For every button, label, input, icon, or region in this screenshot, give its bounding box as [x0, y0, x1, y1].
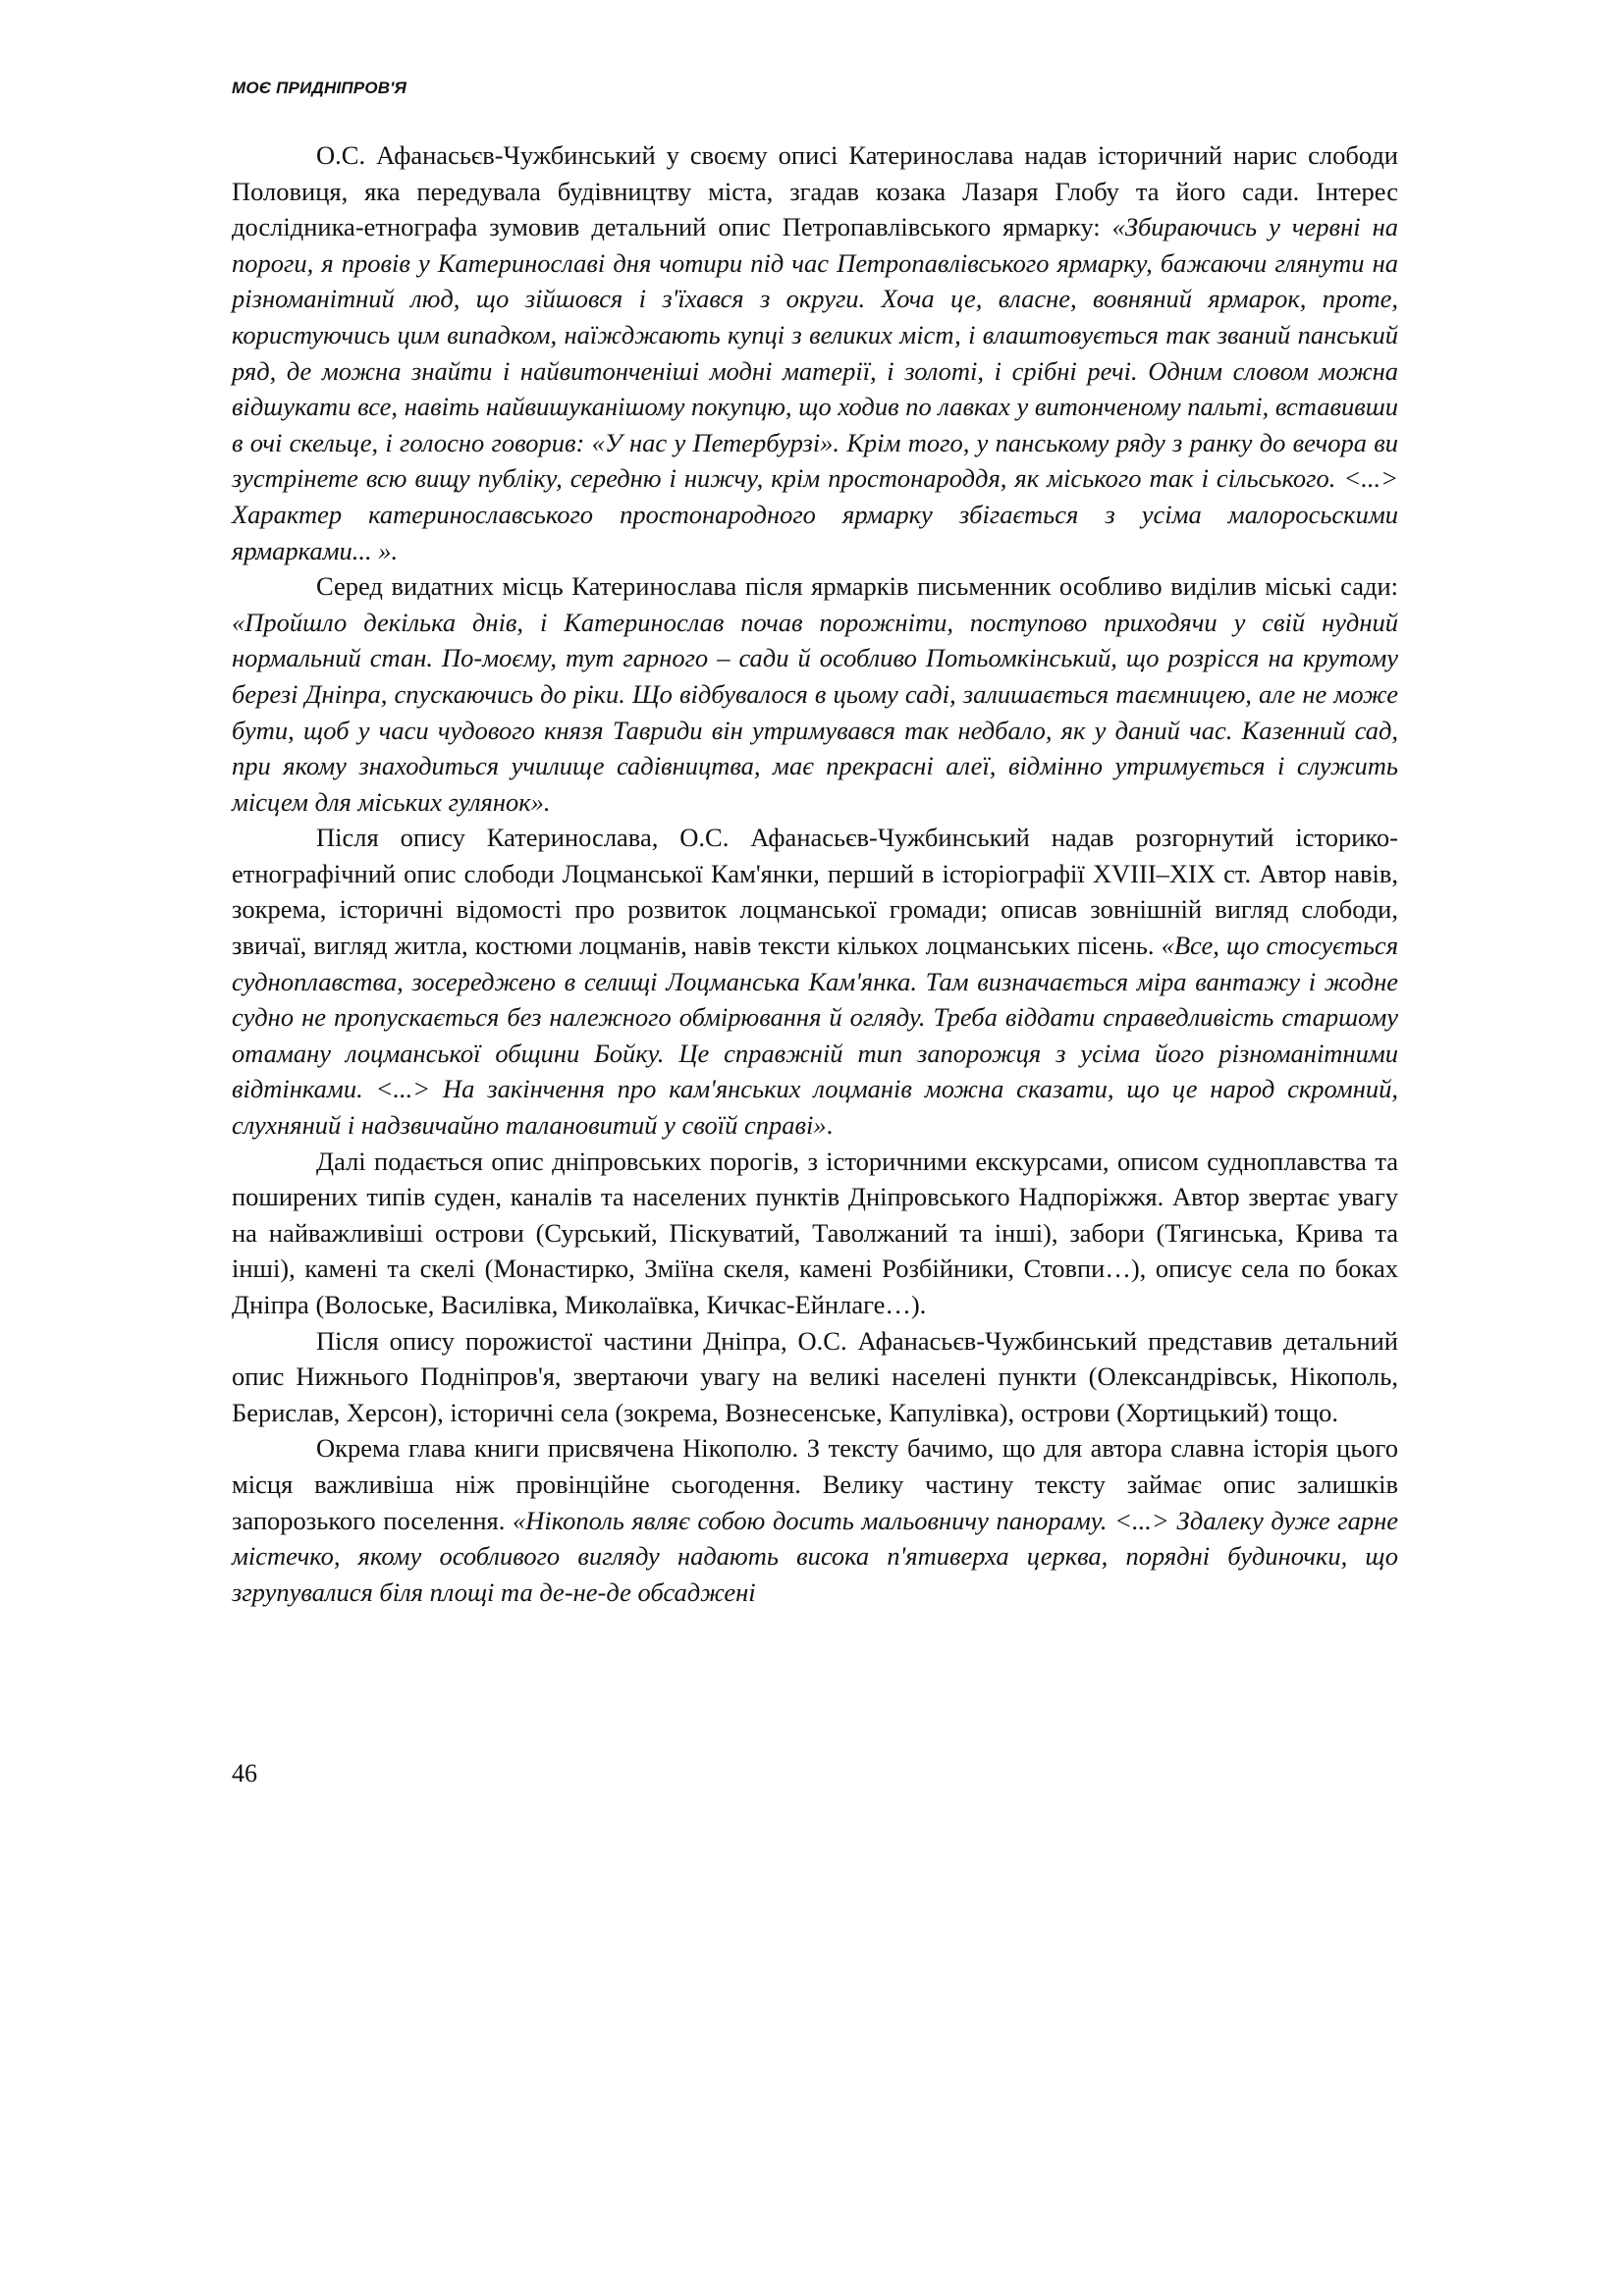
text-run: Після опису порожистої частини Дніпра, О.С. Афанасьєв-Чужбинський представив детальний опис Нижнього Подніпров'я, звертаючи увагу на великі населені пункти (Олександрівськ, Нікополь, Берислав, Херсон), історичні села (зокрема, Вознесенське, Капулівка), острови (Хортицький) тощо. [232, 1325, 1398, 1427]
body-text [232, 137, 1398, 1610]
paragraph-nikopol [232, 1430, 1398, 1610]
quote-run: «Збираючись у червні на пороги, я провів у Катеринославі дня чотири під час Петропавлівського ярмарку, бажаючи глянути на різноманітний люд, що зійшовся і з'їхався з округи. Хоча це, власне, вовняний ярмарок, проте, користуючись цим випадком, наїжджають купці з великих міст, і влаштовується так званий панський ряд, де можна знайти і найвитонченіші модні матерії, і золоті, і срібні речі. Одним словом можна відшукати все, навіть найвишуканішому покупцю, що ходив по лавках у витонченому пальті, вставивши в очі скельце, і голосно говорив: «У нас у Петербурзі». Крім того, у панському ряду з ранку до вечора ви зустрінете всю вищу публіку, середню і нижчу, крім простонароддя, як міського так і сільського. <...> Характер катеринославського простонародного ярмарку збігається з усіма малоросьскими ярмарками... ». [232, 212, 1398, 565]
quote-run: «Все, що стосується судноплавства, зосереджено в селищі Лоцманська Кам'янка. Там визначається міра вантажу і жодне судно не пропускається без належного обмірювання й огляду. Треба віддати справедливість старшому отаману лоцманської общини Бойку. Це справжній тип запорожця з усіма його різноманітними відтінками. <...> На закінчення про кам'янських лоцманів можна сказати, що це народ скромний, слухняний і надзвичайно талановитий у своїй справі» [232, 931, 1399, 1141]
text-run: Далі подається опис дніпровських порогів, з історичними екскурсами, описом судноплавства та поширених типів суден, каналів та населених пунктів Дніпровського Надпоріжжя. Автор звертає увагу на найважливіші острови (Сурський, Піскуватий, Таволжаний та інші), забори (Тягинська, Крива та інші), камені та скелі (Монастирко, Зміїна скеля, камені Розбійники, Стовпи…), описує села по боках Дніпра (Волоське, Василівка, Миколаївка, Кичкас-Ейнлаге…). [232, 1146, 1398, 1319]
text-run: . [826, 1110, 834, 1141]
paragraph-lotsmanska-kamianka [232, 820, 1398, 1143]
paragraph-dnipro-rapids [232, 1144, 1398, 1323]
running-head: МОЄ ПРИДНІПРОВ'Я [232, 79, 407, 97]
page-number: 46 [232, 1759, 257, 1788]
text-run: Окрема глава книги присвячена Нікополю. З тексту бачимо, що для автора славна історія цього місця важливіша ніж провінційне сьогодення. Велику частину тексту займає опис залишків запорозького поселення. [232, 1433, 1398, 1535]
paragraph-city-gardens [232, 568, 1398, 820]
paragraph-lower-dnipro [232, 1323, 1398, 1431]
text-run: Серед видатних місць Катеринослава після ярмарків письменник особливо виділив міські сади: [316, 571, 1398, 602]
text-run: О.С. Афанасьєв-Чужбинський у своєму описі Катеринослава надав історичний нарис слободи Половиця, яка передувала будівництву міста, згадав козака Лазаря Глобу та його сади. Інтерес дослідника-етнографа зумовив детальний опис Петропавлівського ярмарку: [232, 140, 1398, 242]
text-run: Після опису Катеринослава, О.С. Афанасьєв-Чужбинський надав розгорнутий історико-етнографічний опис слободи Лоцманської Кам'янки, перший в історіографії XVIII–XIX ст. Автор навів, зокрема, історичні відомості про розвиток лоцманської громади; описав зовнішній вигляд слободи, звичаї, вигляд житла, костюми лоцманів, навів тексти кількох лоцманських пісень. [232, 823, 1398, 961]
quote-run: «Пройшло декілька днів, і Катеринослав почав порожніти, поступово приходячи у свій нудний нормальний стан. По-моєму, тут гарного – сади й особливо Потьомкінський, що розрісся на крутому березі Дніпра, спускаючись до ріки. Що відбувалося в цьому саді, залишається таємницею, але не може бути, щоб у часи чудового князя Тавриди він утримувався так недбало, як у даний час. Казенний сад, при якому знаходиться училище садівництва, має прекрасні алеї, відмінно утримується і служить місцем для міських гулянок». [232, 607, 1398, 817]
quote-run: «Нікополь являє собою досить мальовничу панораму. <...> Здалеку дуже гарне містечко, якому особливого вигляду надають висока п'ятиверха церква, порядні будиночки, що згрупувалися біля площі та де-не-де обсаджені [232, 1505, 1398, 1607]
paragraph-afanasiev-description [232, 137, 1398, 568]
